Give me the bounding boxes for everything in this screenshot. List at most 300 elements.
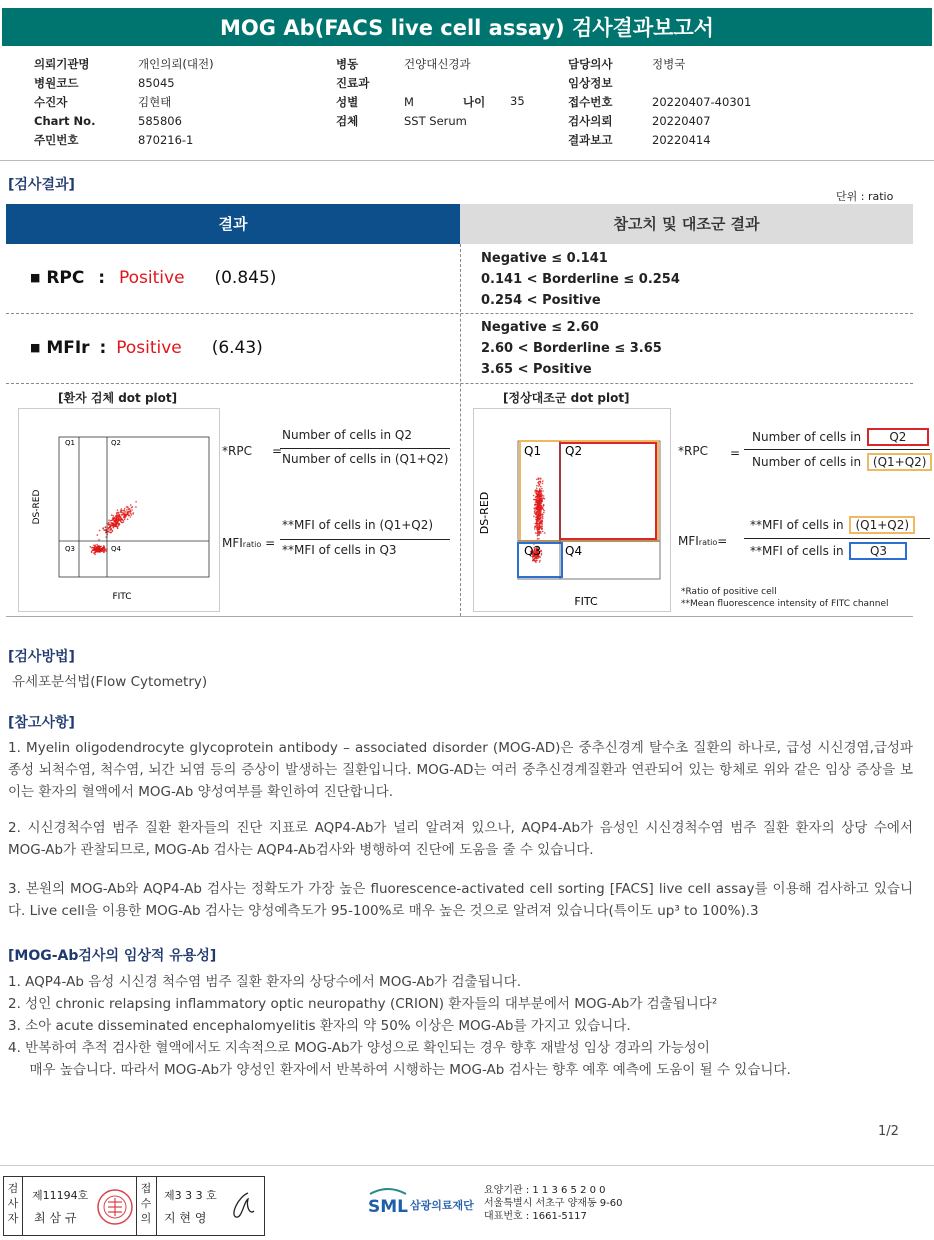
utility-list [8,971,923,1081]
bullet-icon: ■ [30,271,41,284]
dot [108,524,110,526]
y-axis-label: DS-RED [32,489,42,525]
dot [108,529,110,531]
dot [131,514,133,516]
info-label: 접수번호 [568,94,613,109]
dot [91,552,93,554]
footnote: **Mean fluorescence intensity of FITC channel [681,599,889,609]
dot [536,528,538,530]
control-dot-plot [473,408,671,612]
inspector-label: 검사자 [7,1182,19,1225]
dot [540,501,542,503]
rpc-formula-label: *RPC [222,444,252,458]
reference-column-header: 참고치 및 대조군 결과 [460,204,913,244]
dot [132,506,134,508]
dot [536,526,538,528]
reference-line: 0.141 < Borderline ≤ 0.254 [481,272,680,287]
rpc-formula-label: *RPC [678,444,708,458]
q3-box-label: Q3 [849,542,907,560]
dot [124,510,126,512]
info-label: 의뢰기관명 [34,56,90,71]
dot [542,480,544,482]
dot [99,530,101,532]
note-paragraph: 3. 본원의 MOG-Ab와 AQP4-Ab 검사는 정확도가 가장 높은 fluorescence-activated cell sorting [FACS] live cell assay를 이용해 검사하고 있습니다. Live cell을 이용한 MOG-Ab 검사는 양성예측도가 95-100%로 매우 높은 것으로 알려져 있습니다(특이도 up³ to 100%).3 [8,881,913,919]
info-label: 검체 [336,113,359,128]
dot [539,510,541,512]
dot [539,497,541,499]
info-value: 85045 [138,75,175,90]
inspector-name: 최 삼 규 [34,1211,77,1225]
dot [127,507,129,509]
dot [536,524,538,526]
patient-info-col3 [568,54,751,149]
dot [124,519,126,521]
dot [97,534,99,536]
dot [135,506,137,508]
dot [539,533,541,535]
mfi-subscript: ratio [242,540,262,549]
dot [127,511,129,513]
dot [542,516,544,518]
divider [0,160,934,161]
dot [112,530,114,532]
dot [110,525,112,527]
dot [120,511,122,513]
dot [127,518,129,520]
mfi-numerator: **MFI of cells in (Q1+Q2) [282,518,434,532]
reference-line: 3.65 < Positive [481,362,592,377]
dot [533,516,535,518]
dot [117,516,119,518]
dot [534,560,536,562]
dot [536,532,538,534]
reference-line: 0.254 < Positive [481,293,601,308]
rpc-denominator: Number of cells in (Q1+Q2) [282,452,449,466]
dot [132,513,134,515]
q1q2-box-label: (Q1+Q2) [867,453,933,471]
reference-rpc [481,248,680,311]
control-dot-plot-svg [474,409,670,611]
mfi-numerator-text: **MFI of cells in [750,518,844,532]
footnotes [681,586,889,610]
dot [118,513,120,515]
dot [541,495,543,497]
dot [108,519,110,521]
dot [540,509,542,511]
org-line: 서울특별시 서초구 양재동 9-60 [484,1198,623,1209]
method-text: 유세포분석법(Flow Cytometry) [12,674,208,690]
dot [539,529,541,531]
rpc-numerator: Number of cells in Q2 [282,428,412,442]
mfi-denominator: **MFI of cells in Q3 [282,543,397,557]
q2-label: Q2 [565,444,583,458]
dot [538,492,540,494]
dot [535,499,537,501]
section-divider [6,616,913,617]
dot [121,522,123,524]
q3-label: Q3 [65,545,75,553]
info-value: 870216-1 [138,132,194,147]
patient-dot-plot [18,408,220,612]
dot [542,514,544,516]
info-value: 건양대신경과 [404,56,471,71]
column-divider [460,244,461,616]
dot [119,518,121,520]
notes-heading: [참고사항] [8,715,75,731]
reference-line: Negative ≤ 0.141 [481,251,608,266]
y-axis-label: DS-RED [478,491,491,535]
list-item: 1. AQP4-Ab 음성 시신경 척수염 범주 질환 환자의 상당수에서 MOG-Ab가 검출됩니다. [8,974,521,990]
dot [534,528,536,530]
dot [540,486,542,488]
dot [100,548,102,550]
info-label: 병동 [336,56,359,71]
dot [542,483,544,485]
dot [543,495,545,497]
q4-label: Q4 [565,544,583,558]
dot [541,524,543,526]
dot [535,532,537,534]
report-title: MOG Ab(FACS live cell assay) 검사결과보고서 [2,8,932,46]
fraction-line [744,538,930,539]
note-paragraph: 1. Myelin oligodendrocyte glycoprotein antibody – associated disorder (MOG-AD)은 중추신경계 탈수초 질환의 하나로, 급성 시신경염,급성파종성 뇌척수염, 척수염, 뇌간 뇌염 등의 증상이 발생하는 질환입니다. MOG-AD는 여러 중추신경계질환과 연관되어 있는 항체로 위와 같은 임상 증상을 보이는 환자의 혈액에서 MOG-Ab 양성여부를 확인하여 진단합니다. [8,740,913,800]
dot [94,552,96,554]
page-number: 1/2 [878,1124,899,1139]
dot [539,489,541,491]
q2-box-label: Q2 [867,428,929,446]
list-item: 매우 높습니다. 따라서 MOG-Ab가 양성인 환자에서 반복하여 시행하는 MOG-Ab 검사는 향후 예후 예측에 도움이 될 수 있습니다. [8,1062,791,1078]
dot [121,508,123,510]
footnote: *Ratio of positive cell [681,587,777,597]
dot [117,527,119,529]
info-label: 병원코드 [34,75,79,90]
dot [543,512,545,514]
dot [114,520,116,522]
result-sep: : [98,268,106,288]
dot [538,538,540,540]
dot [538,485,540,487]
reference-line: Negative ≤ 2.60 [481,320,599,335]
dot [536,493,538,495]
dot [536,521,538,523]
unit-label: 단위 : ratio [836,190,894,203]
result-sep: : [99,338,107,358]
inspector-license: 제11194호 [32,1189,89,1202]
dot [540,531,542,533]
sml-logo [366,1184,410,1219]
dot [110,528,112,530]
dot [537,538,539,540]
org-name: 삼광의료재단 [410,1199,474,1212]
dot [112,526,114,528]
mfi-formula-label: MFIratio = [222,536,276,550]
result-row-rpc [30,268,276,288]
dot [541,520,543,522]
mfi-formula-label: MFIratio= [678,534,728,548]
result-column-header: 결과 [6,204,460,244]
dot [540,478,542,480]
dot [543,504,545,506]
mfi-numerator [750,516,915,534]
fraction-line [280,448,450,449]
info-value [404,73,471,92]
info-value: 20220407-40301 [652,94,752,109]
dot [536,490,538,492]
dot [125,513,127,515]
dot [116,525,118,527]
dot [543,510,545,512]
rpc-denominator [752,453,932,471]
dot [115,518,117,520]
dot [535,560,537,562]
info-label: Chart No. [34,113,96,128]
dot [539,484,541,486]
patient-plot-title: [환자 검체 dot plot] [58,391,178,405]
dot [125,516,127,518]
dot [123,513,125,515]
dot [115,520,117,522]
dot [537,504,539,506]
info-label: 임상정보 [568,75,613,90]
dot [537,482,539,484]
method-heading: [검사방법] [8,649,75,665]
dot [533,495,535,497]
info-value [652,73,751,92]
dot [105,527,107,529]
dot [135,501,137,503]
dot [108,528,110,530]
fraction-line [744,449,930,450]
dot [113,518,115,520]
dot [101,550,103,552]
dot [94,554,96,556]
dot [124,508,126,510]
result-value: (0.845) [214,268,277,288]
dot [98,551,100,553]
dot [536,487,538,489]
dot [532,560,534,562]
info-value: 개인의뢰(대전) [138,56,214,71]
result-status: Positive [116,338,182,358]
dot [537,508,539,510]
dot [541,493,543,495]
dot [542,531,544,533]
dot [112,515,114,517]
dot [113,524,115,526]
dot [102,547,104,549]
results-heading: [검사결과] [8,177,75,193]
dot [104,529,106,531]
dot [127,513,129,515]
dot [93,545,95,547]
dot [538,517,540,519]
dot [536,518,538,520]
dot [539,524,541,526]
dot [108,531,110,533]
dot [539,505,541,507]
dot [540,517,542,519]
dot [544,532,546,534]
info-label: 성별 [336,94,359,109]
info-label: 결과보고 [568,132,613,147]
dot [535,512,537,514]
info-label: 주민번호 [34,132,79,147]
q1-label: Q1 [65,439,75,447]
dot [90,546,92,548]
dot [539,519,541,521]
dot [118,524,120,526]
q1-label: Q1 [524,444,542,458]
dot [541,488,543,490]
dot [540,495,542,497]
info-label: 검사의뢰 [568,113,613,128]
signature-box [3,1176,265,1236]
dot [98,547,100,549]
dot [542,490,544,492]
info-value: SST Serum [404,113,467,128]
mfi-label: MFI [678,534,699,548]
result-name: RPC [46,268,85,288]
age-value: 35 [510,94,525,108]
info-value: 585806 [138,113,182,128]
dot [544,498,546,500]
dot [537,500,539,502]
dot [110,522,112,524]
fraction-line [280,539,450,540]
dot [129,512,131,514]
utility-heading: [MOG-Ab검사의 임상적 유용성] [8,948,217,964]
dot [117,509,119,511]
dot [535,501,537,503]
dot [539,560,541,562]
org-info [484,1184,623,1223]
dot [536,479,538,481]
dot [536,495,538,497]
confirmer-label: 접수의 [140,1182,152,1225]
dot [125,511,127,513]
signature-mark [224,1187,260,1226]
info-value: 정병국 [652,56,686,71]
dot [534,510,536,512]
dot [102,528,104,530]
dot [538,479,540,481]
info-label: 수진자 [34,94,68,109]
dot [126,509,128,511]
age-label: 나이 [463,95,486,109]
dot [118,512,120,514]
note-paragraph: 2. 시신경척수염 범주 질환 환자들의 진단 지표로 AQP4-Ab가 널리 알려져 있으나, AQP4-Ab가 음성인 시신경척수염 범주 질환 환자의 상당 수에서 MOG-Ab가 관찰되므로, MOG-Ab 검사는 AQP4-Ab검사와 병행하여 진단에 도움을 줄 수 있습니다. [8,820,913,858]
dot [113,522,115,524]
dot [122,520,124,522]
info-value: 20220414 [652,132,711,147]
dot [130,504,132,506]
dot [130,510,132,512]
dot [537,530,539,532]
dot [115,522,117,524]
dot [111,520,113,522]
dot [104,550,106,552]
dot [91,547,93,549]
x-axis-label: FITC [112,592,132,602]
dot [539,512,541,514]
dot [535,490,537,492]
rpc-denominator-text: Number of cells in [752,455,862,469]
dot [538,494,540,496]
reference-mfir [481,317,662,380]
dot [539,561,541,563]
x-axis-label: FITC [574,595,598,608]
info-value: 20220407 [652,113,711,128]
dot [128,515,130,517]
plot-frame [59,437,209,577]
dot [542,518,544,520]
dot [534,491,536,493]
dot [108,522,110,524]
q2-label: Q2 [111,439,121,447]
seal-stamp [96,1188,134,1226]
dot [96,544,98,546]
dot [115,515,117,517]
q4-label: Q4 [111,545,121,553]
info-value: 김현태 [138,94,172,109]
control-plot-title: [정상대조군 dot plot] [503,391,630,405]
dot [117,521,119,523]
dot [114,525,116,527]
dot [103,545,105,547]
dot [540,514,542,516]
dot [96,548,98,550]
dot [533,507,535,509]
dot [130,516,132,518]
dot [541,503,543,505]
dot [121,518,123,520]
mfi-denominator-text: **MFI of cells in [750,544,844,558]
dot [124,516,126,518]
dot [537,515,539,517]
info-value: M [404,94,414,109]
org-line: 대표번호 : 1661-5117 [484,1211,587,1222]
patient-info-col2 [336,54,471,130]
dot [118,519,120,521]
logo-text: SML [368,1197,408,1216]
result-status: Positive [119,268,185,288]
reference-line: 2.60 < Borderline ≤ 3.65 [481,341,662,356]
result-row-mfir [30,338,263,358]
dot [541,529,543,531]
patient-dot-plot-svg [19,409,219,611]
confirmer-license: 제3 3 3 호 [164,1189,217,1202]
info-label: 담당의사 [568,56,613,71]
mfi-label: MFI [222,536,243,550]
q1q2-box-label: (Q1+Q2) [849,516,915,534]
dot [537,513,539,515]
org-line: 요양기관 : 1 1 3 6 5 2 0 0 [484,1185,606,1196]
patient-info-col1 [34,54,214,149]
footer-divider [0,1165,934,1166]
bullet-icon: ■ [30,341,41,354]
list-item: 3. 소아 acute disseminated encephalomyelitis 환자의 약 50% 이상은 MOG-Ab를 가지고 있습니다. [8,1018,631,1034]
dot [116,514,118,516]
q3-label: Q3 [524,544,542,558]
dot [535,562,537,564]
list-item: 4. 반복하여 추적 검사한 혈액에서도 지속적으로 MOG-Ab가 양성으로 확인되는 경우 향후 재발성 임상 경과의 가능성이 [8,1040,710,1056]
dot [111,514,113,516]
confirmer-name: 지 현 영 [164,1211,207,1225]
dot [535,523,537,525]
dot [540,525,542,527]
dot [537,534,539,536]
rpc-numerator-text: Number of cells in [752,430,862,444]
